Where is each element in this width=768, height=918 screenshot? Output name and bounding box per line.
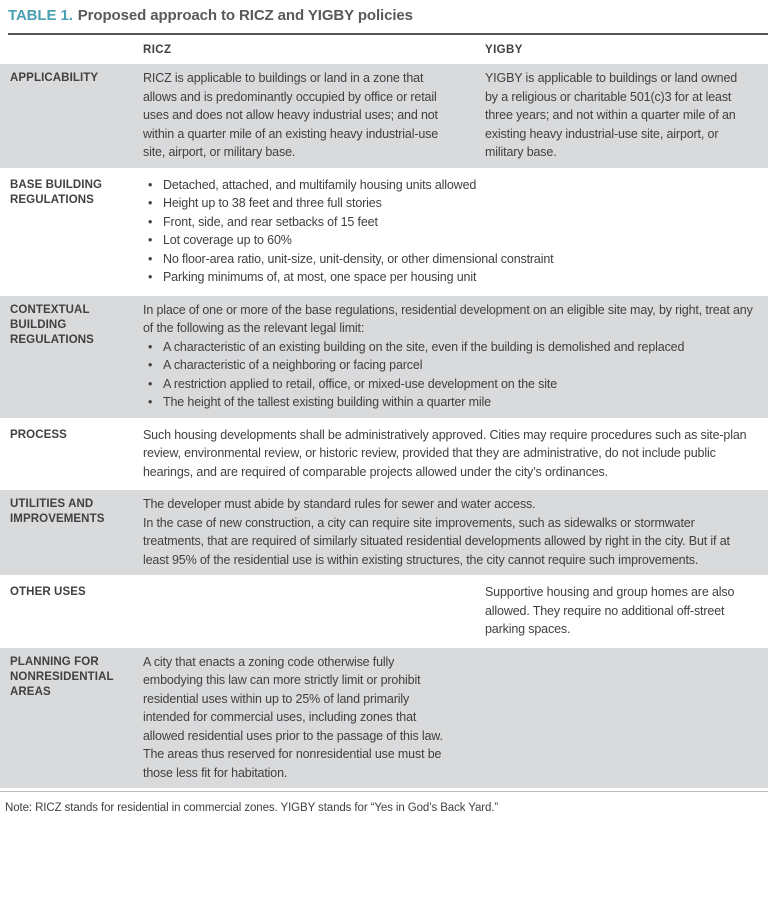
table-row-process <box>0 421 768 488</box>
cell-process: Such housing developments shall be administratively approved. Cities may require procedures such as site-plan review, environmental review, or historic review, provided that they are administrative, do not include public hearings, and are required of comparable projects allowed under the city’s ordinances. <box>143 427 747 479</box>
list-item: • A restriction applied to retail, office, or mixed-use development on the site <box>143 375 753 394</box>
contextual-regulations-list <box>143 338 753 412</box>
table-title <box>0 0 768 33</box>
column-header-ricz: RICZ <box>143 44 172 56</box>
cell-applicability-ricz: RICZ is applicable to buildings or land in a zone that allows and is predominantly occupied by office or retail uses and does not allow heavy industrial uses; and not within a quarter mile of an existing heavy industrial-use site, airport, or military base. <box>143 71 439 159</box>
table-row-utilities-and-improvements <box>0 490 768 575</box>
cell-contextual-building-regulations <box>133 301 768 412</box>
cell-other-uses-ricz-empty <box>133 583 475 639</box>
row-label-other-uses: OTHER USES <box>10 586 86 598</box>
row-label-utilities-and-improvements: UTILITIES AND IMPROVEMENTS <box>10 498 105 525</box>
table-caption: Proposed approach to RICZ and YIGBY policies <box>77 7 413 24</box>
row-label-planning-for-nonresidential-areas: PLANNING FOR NONRESIDENTIAL AREAS <box>10 655 114 698</box>
list-item: • Parking minimums of, at most, one space per housing unit <box>143 268 753 287</box>
list-item: • The height of the tallest existing building within a quarter mile <box>143 393 753 412</box>
cell-other-uses-yigby: Supportive housing and group homes are also allowed. They require no additional off-street parking spaces. <box>485 585 735 636</box>
list-item: • A characteristic of a neighboring or facing parcel <box>143 356 753 375</box>
table-number: TABLE 1. <box>8 7 73 24</box>
base-regulations-list <box>143 176 753 287</box>
row-label-contextual-building-regulations: CONTEXTUAL BUILDING REGULATIONS <box>10 303 94 346</box>
table-row-planning-for-nonresidential-areas <box>0 648 768 789</box>
column-header-yigby: YIGBY <box>485 44 523 56</box>
table-footnote: Note: RICZ stands for residential in commercial zones. YIGBY stands for “Yes in God’s Back Yard.” <box>5 802 499 814</box>
list-item: • Front, side, and rear setbacks of 15 feet <box>143 213 753 232</box>
row-label-applicability: APPLICABILITY <box>10 72 99 84</box>
table-row-contextual-building-regulations <box>0 296 768 418</box>
contextual-intro: In place of one or more of the base regulations, residential development on an eligible site may, by right, treat any of the following as the relevant legal limit: <box>143 302 753 335</box>
list-item: • A characteristic of an existing building on the site, even if the building is demolished and replaced <box>143 338 753 357</box>
cell-planning-ricz: A city that enacts a zoning code otherwise fully embodying this law can more strictly limit or prohibit residential uses within up to 25% of land primarily intended for commercial uses, including zones that allowed residential uses prior to the passage of this law. The areas thus reserved for nonresidential use must be those less fit for habitation. <box>143 654 443 780</box>
table-row-base-building-regulations <box>0 171 768 293</box>
header-spacer <box>0 44 133 56</box>
cell-base-building-regulations <box>133 176 768 287</box>
table-row-applicability <box>0 64 768 168</box>
list-item: • Height up to 38 feet and three full stories <box>143 194 753 213</box>
row-label-base-building-regulations: BASE BUILDING REGULATIONS <box>10 178 103 206</box>
cell-utilities-and-improvements <box>133 495 768 569</box>
column-header-row <box>0 35 768 64</box>
cell-planning-yigby-empty <box>475 653 768 783</box>
utilities-paragraph-1: The developer must abide by standard rules for sewer and water access. <box>143 497 536 511</box>
utilities-paragraph-2: In the case of new construction, a city can require site improvements, such as sidewalks or stormwater treatments, that are required of similarly situated residential developments allowed by right in the city. But if at least 95% of the residential use is within existing structures, the city cannot require such improvements. <box>143 515 730 567</box>
table-row-other-uses <box>0 578 768 645</box>
list-item: • Detached, attached, and multifamily housing units allowed <box>143 176 753 195</box>
cell-applicability-yigby: YIGBY is applicable to buildings or land owned by a religious or charitable 501(c)3 for at least three years; and not within a quarter mile of an existing heavy industrial-use site, airport, or military base. <box>485 71 738 159</box>
row-label-process: PROCESS <box>10 428 67 441</box>
list-item: • Lot coverage up to 60% <box>143 231 753 250</box>
list-item: • No floor-area ratio, unit-size, unit-density, or other dimensional constraint <box>143 250 753 269</box>
